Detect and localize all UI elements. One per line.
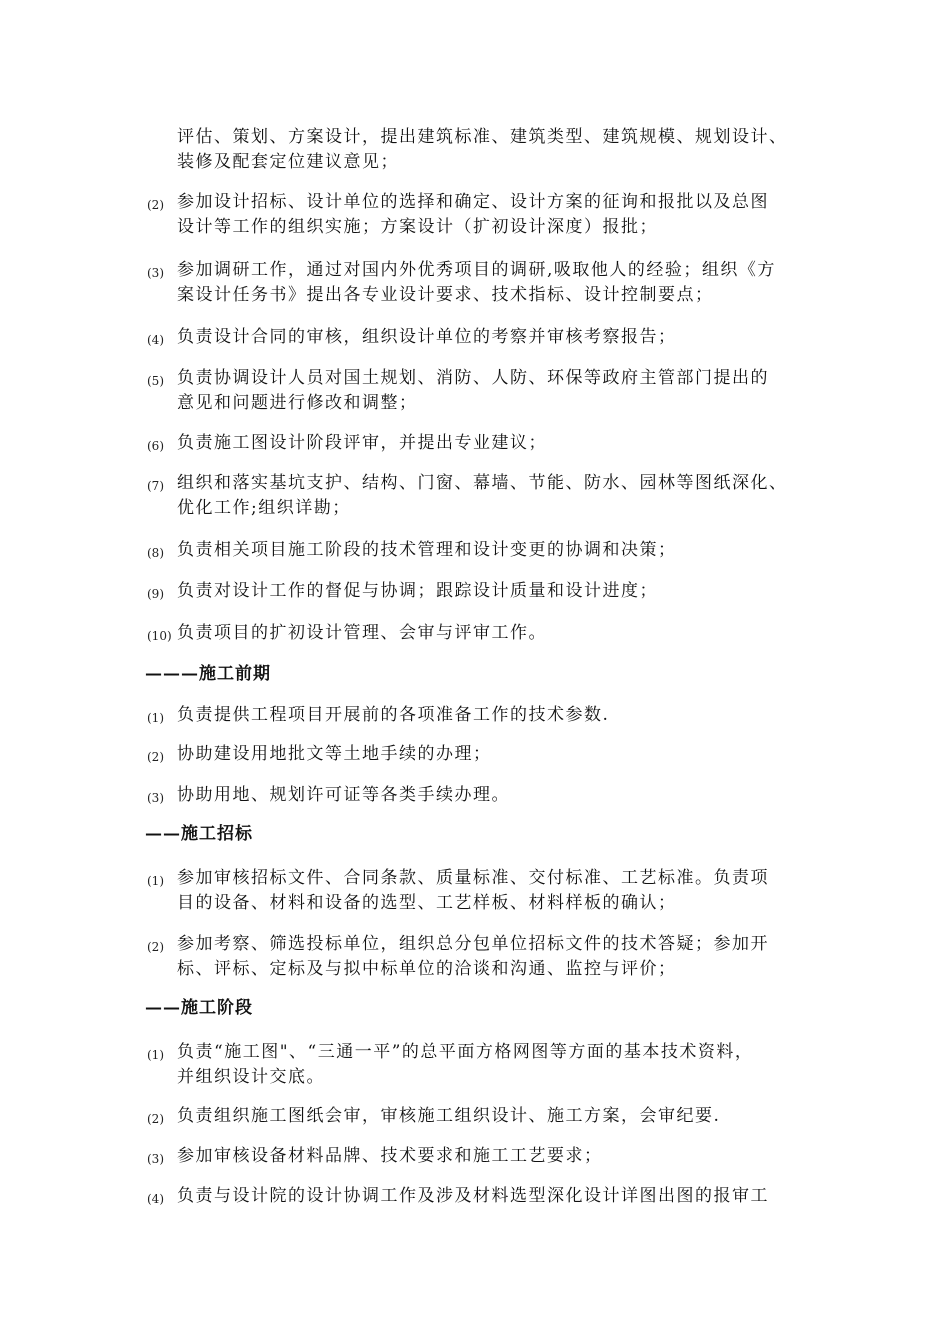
item-number: (3) [147, 1152, 164, 1166]
item-number: (3) [147, 791, 164, 805]
item-text-line: 负责组织施工图纸会审，审核施工组织设计、施工方案，会审纪要. [177, 1106, 721, 1126]
item-text-line: 意见和问题进行修改和调整； [177, 393, 418, 413]
item-text-line: 负责对设计工作的督促与协调；跟踪设计质量和设计进度； [177, 581, 658, 601]
item-text-line: 标、评标、定标及与拟中标单位的洽谈和沟通、监控与评价； [177, 959, 677, 979]
item-number: (1) [147, 1048, 164, 1062]
section-heading-construction: ——施工阶段 [145, 998, 253, 1018]
item-text-line: 负责“施工图"、“三通一平”的总平面方格网图等方面的基本技术资料， [177, 1042, 754, 1062]
item-text-line: 负责项目的扩初设计管理、会审与评审工作。 [177, 623, 547, 643]
item-text-line: 负责施工图设计阶段评审，并提出专业建议； [177, 433, 547, 453]
item-number: (1) [147, 874, 164, 888]
item-text-line: 负责设计合同的审核，组织设计单位的考察并审核考察报告； [177, 327, 677, 347]
item-text-line: 参加审核设备材料品牌、技术要求和施工工艺要求； [177, 1146, 603, 1166]
item-text-line: 协助建设用地批文等土地手续的办理； [177, 744, 492, 764]
item-number: (2) [147, 198, 164, 212]
item-text-line: 协助用地、规划许可证等各类手续办理。 [177, 785, 510, 805]
item-text-line: 组织和落实基坑支护、结构、门窗、幕墙、节能、防水、园林等图纸深化、 [177, 473, 788, 493]
item-text-line: 负责与设计院的设计协调工作及涉及材料选型深化设计详图出图的报审工 [177, 1186, 769, 1206]
item-text-line: 参加设计招标、设计单位的选择和确定、设计方案的征询和报批以及总图 [177, 192, 769, 212]
item-text-line: 参加考察、筛选投标单位，组织总分包单位招标文件的技术答疑；参加开 [177, 934, 769, 954]
continuation-line-1: 评估、策划、方案设计，提出建筑标准、建筑类型、建筑规模、规划设计、 [177, 127, 788, 147]
item-number: (3) [147, 266, 164, 280]
item-number: (2) [147, 1112, 164, 1126]
item-number: (4) [147, 1192, 164, 1206]
item-number: (10) [147, 629, 172, 643]
item-text-line: 参加调研工作，通过对国内外优秀项目的调研,吸取他人的经验；组织《方 [177, 260, 776, 280]
item-text-line: 负责协调设计人员对国土规划、消防、人防、环保等政府主管部门提出的 [177, 368, 769, 388]
item-number: (2) [147, 940, 164, 954]
item-text-line: 目的设备、材料和设备的选型、工艺样板、材料样板的确认； [177, 893, 677, 913]
item-number: (6) [147, 439, 164, 453]
item-number: (7) [147, 479, 164, 493]
item-number: (4) [147, 333, 164, 347]
item-number: (1) [147, 711, 164, 725]
item-text-line: 负责提供工程项目开展前的各项准备工作的技术参数. [177, 705, 610, 725]
section-heading-pre-construction: ———施工前期 [145, 664, 271, 684]
item-number: (2) [147, 750, 164, 764]
item-number: (5) [147, 374, 164, 388]
item-text-line: 参加审核招标文件、合同条款、质量标准、交付标准、工艺标准。负责项 [177, 868, 769, 888]
section-heading-bidding: ——施工招标 [145, 824, 253, 844]
continuation-line-2: 装修及配套定位建议意见； [177, 152, 399, 172]
item-text-line: 负责相关项目施工阶段的技术管理和设计变更的协调和决策； [177, 540, 677, 560]
item-text-line: 并组织设计交底。 [177, 1067, 325, 1087]
item-number: (9) [147, 587, 164, 601]
item-text-line: 设计等工作的组织实施；方案设计（扩初设计深度）报批； [177, 217, 658, 237]
item-number: (8) [147, 546, 164, 560]
item-text-line: 优化工作;组织详勘； [177, 498, 351, 518]
item-text-line: 案设计任务书》提出各专业设计要求、技术指标、设计控制要点； [177, 285, 714, 305]
